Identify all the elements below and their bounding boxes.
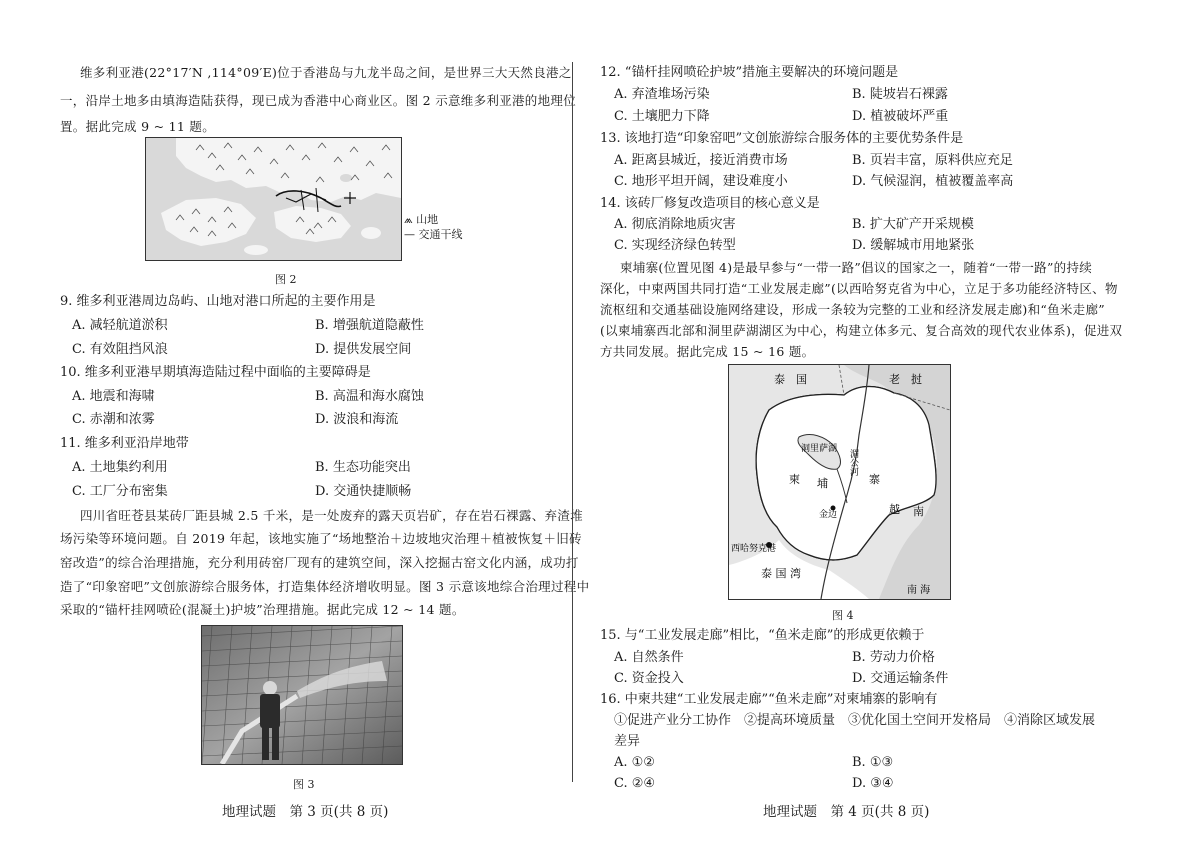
intro-12-14-line2: 场污染等环境问题。自 2019 年起，该地实施了“场地整治＋边坡地灾治理＋植被恢复＋旧砖: [60, 531, 582, 546]
intro-12-14-line4: 造了“印象窑吧”文创旅游综合服务体，打造集体经济增收明显。图 3 示意该地综合治理过程中: [60, 579, 590, 594]
map-label-sihanoukville: 西哈努克港: [731, 544, 777, 554]
figure-2-map: [145, 137, 402, 261]
question-15-option-a[interactable]: A. 自然条件: [614, 650, 684, 665]
figure-4-map: [728, 364, 951, 600]
question-15-option-d[interactable]: D. 交通运输条件: [852, 671, 949, 686]
question-14-option-b[interactable]: B. 扩大矿产开采规模: [852, 217, 974, 232]
question-15-option-b[interactable]: B. 劳动力价格: [852, 650, 935, 665]
legend-mountain-label: 山地: [416, 213, 439, 226]
map-label-phnom-penh: 金边: [819, 510, 838, 520]
question-11-option-d[interactable]: D. 交通快捷顺畅: [315, 484, 412, 499]
question-14-option-d[interactable]: D. 缓解城市用地紧张: [852, 238, 975, 253]
question-16-option-a[interactable]: A. ①②: [614, 755, 655, 770]
figure-2-caption: 图 2: [275, 273, 297, 286]
question-10-option-a[interactable]: A. 地震和海啸: [72, 389, 155, 404]
map-label-south-china-sea: 南 海: [907, 585, 931, 596]
question-13-option-c[interactable]: C. 地形平坦开阔，建设难度小: [614, 174, 788, 189]
page-4-footer: 地理试题 第 4 页(共 8 页): [763, 804, 930, 820]
question-16-items-line1: ①促进产业分工协作 ②提高环境质量 ③优化国土空间开发格局 ④消除区域发展: [614, 713, 1096, 728]
question-14-option-a[interactable]: A. 彻底消除地质灾害: [614, 217, 736, 232]
question-13-option-a[interactable]: A. 距离县城近，接近消费市场: [614, 153, 788, 168]
map-label-cambodia-2: 埔: [817, 477, 828, 490]
question-16-option-b[interactable]: B. ①③: [852, 755, 894, 770]
question-15-option-c[interactable]: C. 资金投入: [614, 671, 684, 686]
map-label-vietnam-1: 越: [889, 503, 900, 516]
intro-9-11-line3: 置。据此完成 9 ~ 11 题。: [60, 119, 216, 134]
road-legend-icon: —: [404, 228, 415, 241]
question-9-option-a[interactable]: A. 减轻航道淤积: [72, 318, 168, 333]
map-label-tonle-sap: 洞里萨湖: [801, 444, 838, 454]
page-3: [0, 0, 590, 868]
question-13-stem: 13. 该地打造“印象窑吧”文创旅游综合服务体的主要优势条件是: [600, 131, 964, 146]
mountain-legend-icon: ⩕: [404, 213, 413, 226]
map-label-vietnam-2: 南: [913, 505, 924, 518]
legend-road: [404, 226, 463, 244]
question-11-stem: 11. 维多利亚沿岸地带: [60, 436, 189, 451]
question-12-option-d[interactable]: D. 植被破坏严重: [852, 109, 949, 124]
question-12-option-c[interactable]: C. 土壤肥力下降: [614, 109, 710, 124]
question-11-option-c[interactable]: C. 工厂分布密集: [72, 484, 168, 499]
map-label-gulf-of-thailand: 泰 国 湾: [761, 567, 801, 580]
page-divider: [572, 62, 573, 782]
figure-3-caption: 图 3: [293, 778, 315, 791]
intro-12-14-line5: 采取的“锚杆挂网喷砼(混凝土)护坡”治理措施。据此完成 12 ~ 14 题。: [60, 602, 465, 617]
map-label-mekong: 湄公河: [848, 449, 858, 476]
page-4: [580, 0, 1200, 868]
map-label-cambodia-1: 柬: [789, 473, 800, 486]
intro-15-16-line3: 流枢纽和交通基础设施网络建设，形成一条较为完整的工业和经济发展走廊)和“鱼米走廊”: [600, 302, 1105, 317]
question-16-items-line2: 差异: [614, 734, 641, 749]
question-16-option-d[interactable]: D. ③④: [852, 776, 894, 791]
question-15-stem: 15. 与“工业发展走廊”相比，“鱼米走廊”的形成更依赖于: [600, 628, 925, 643]
slope-spraying-photo: [202, 626, 402, 764]
intro-12-14-line1: 四川省旺苍县某砖厂距县城 2.5 千米，是一处废弃的露天页岩矿，存在岩石裸露、弃渣堆: [80, 508, 583, 523]
question-16-stem: 16. 中柬共建“工业发展走廊”“鱼米走廊”对柬埔寨的影响有: [600, 692, 938, 707]
question-13-option-d[interactable]: D. 气候湿润，植被覆盖率高: [852, 174, 1014, 189]
question-9-option-b[interactable]: B. 增强航道隐蔽性: [315, 318, 424, 333]
legend-road-label: 交通干线: [418, 228, 463, 241]
intro-15-16-line5: 方共同发展。据此完成 15 ~ 16 题。: [600, 344, 815, 359]
intro-15-16-line1: 柬埔寨(位置见图 4)是最早参与“一带一路”倡议的国家之一，随着“一带一路”的持续: [620, 260, 1093, 275]
question-11-option-a[interactable]: A. 土地集约利用: [72, 460, 168, 475]
question-13-option-b[interactable]: B. 页岩丰富，原料供应充足: [852, 153, 1013, 168]
question-14-option-c[interactable]: C. 实现经济绿色转型: [614, 238, 736, 253]
intro-9-11-line1: 维多利亚港(22°17′N ,114°09′E)位于香港岛与九龙半岛之间，是世界三大天然良港之: [80, 65, 572, 80]
question-16-option-c[interactable]: C. ②④: [614, 776, 656, 791]
victoria-harbour-map: [146, 138, 401, 260]
question-12-option-a[interactable]: A. 弃渣堆场污染: [614, 87, 710, 102]
map-label-thailand: 泰 国: [774, 373, 807, 386]
intro-15-16-line4: (以柬埔寨西北部和洞里萨湖湖区为中心，构建立体多元、复合高效的现代农业体系)，促进双: [600, 323, 1123, 338]
map-label-laos: 老 挝: [889, 373, 922, 386]
figure-3-photo: [201, 625, 403, 765]
figure-4-caption: 图 4: [832, 609, 854, 622]
question-9-option-d[interactable]: D. 提供发展空间: [315, 342, 412, 357]
map-label-cambodia-3: 寨: [869, 473, 880, 486]
question-12-stem: 12. “锚杆挂网喷砼护坡”措施主要解决的环境问题是: [600, 65, 899, 80]
question-12-option-b[interactable]: B. 陡坡岩石裸露: [852, 87, 948, 102]
question-14-stem: 14. 该砖厂修复改造项目的核心意义是: [600, 196, 820, 211]
intro-9-11-line2: 一，沿岸土地多由填海造陆获得，现已成为香港中心商业区。图 2 示意维多利亚港的地理位: [60, 93, 577, 108]
question-10-option-c[interactable]: C. 赤潮和浓雾: [72, 412, 155, 427]
question-10-option-d[interactable]: D. 波浪和海流: [315, 412, 399, 427]
cambodia-map: [729, 365, 950, 599]
question-9-option-c[interactable]: C. 有效阻挡风浪: [72, 342, 168, 357]
page-3-footer: 地理试题 第 3 页(共 8 页): [222, 804, 389, 820]
question-9-stem: 9. 维多利亚港周边岛屿、山地对港口所起的主要作用是: [60, 294, 376, 309]
question-10-stem: 10. 维多利亚港早期填海造陆过程中面临的主要障碍是: [60, 365, 371, 380]
question-10-option-b[interactable]: B. 高温和海水腐蚀: [315, 389, 424, 404]
question-11-option-b[interactable]: B. 生态功能突出: [315, 460, 411, 475]
intro-15-16-line2: 深化，中柬两国共同打造“工业发展走廊”(以西哈努克省为中心，立足于多功能经济特区、物: [600, 281, 1118, 296]
intro-12-14-line3: 窑改造”的综合治理措施，充分利用砖窑厂现有的建筑空间，深入挖掘古窑文化内涵，成功打: [60, 555, 579, 570]
